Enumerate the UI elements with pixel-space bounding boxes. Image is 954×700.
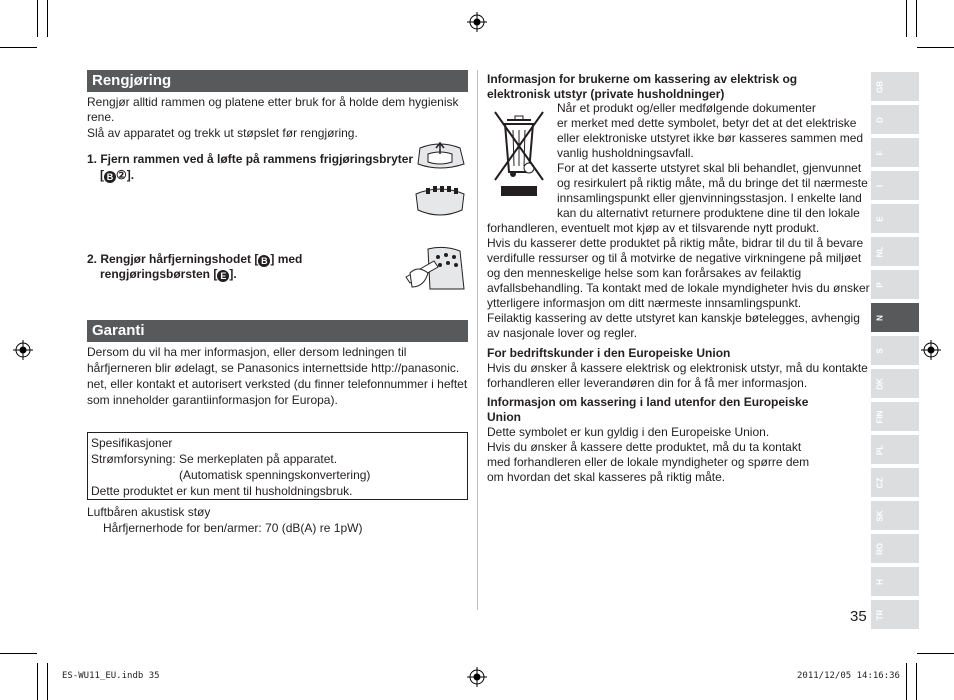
business-line: Hvis du ønsker å kassere elektrisk og elektronisk utstyr, må du kontakte — [487, 361, 868, 375]
business-title: For bedriftskunder i den Europeiske Union — [487, 346, 731, 360]
tab-e[interactable]: E — [871, 204, 919, 233]
crop-mark — [0, 653, 37, 654]
outside-eu-line: Hvis du ønsker å kassere dette produktet, må du ta kontakt — [487, 440, 802, 454]
warranty-line: Dersom du vil ha mer informasjon, eller dersom ledningen til — [87, 345, 407, 359]
crop-mark — [0, 47, 37, 48]
disposal-text-line: og den menneskelige helse som kan forårsakes av feilaktig — [487, 266, 802, 280]
disposal-text-line: ytterligere informasjon om ditt nærmeste innsamlingspunkt. — [487, 296, 802, 310]
brush-cleaning-illustration — [404, 243, 466, 293]
warranty-line: hårfjerneren blir ødelagt, se Panasonics internettside http://panasonic. — [87, 361, 460, 375]
cleaning-intro-line: Slå av apparatet og trekk ut støpslet før rengjøring. — [87, 126, 358, 140]
registration-mark-icon — [467, 12, 487, 32]
part-badge-b: B — [258, 255, 270, 267]
part-badge-b: B — [104, 171, 116, 183]
disposal-title: Informasjon for brukerne om kassering av elektrisk og — [487, 72, 798, 86]
disposal-text-line: forhandleren, eventuelt mot kjøp av et tilsvarende nytt produkt. — [487, 221, 820, 235]
crossed-bin-icon — [491, 110, 547, 200]
frame-removal-illustration — [412, 140, 468, 222]
outside-eu-line: med forhandleren eller de lokale myndigheter og spørre dem — [487, 455, 810, 469]
disposal-text-line: For at det kasserte utstyret skal bli behandlet, gjenvunnet — [557, 161, 862, 175]
disposal-text-line: innsamlingspunkt eller gjenvinningsstasjon. I enkelte land — [557, 191, 862, 205]
disposal-text-line: Feilaktig kassering av dette utstyret kan kanskje bøtelegges, avhengig — [487, 311, 860, 325]
disposal-text-line: kan du alternativt returnere produktene dine til den lokale — [557, 206, 860, 220]
power-value: Se merkeplaten på apparatet. — [179, 452, 338, 466]
tab-nl[interactable]: NL — [871, 237, 919, 266]
warranty-line: net, eller kontakt et autorisert verksted (du finner telefonnummer i heftet — [87, 377, 468, 391]
cleaning-step-1 — [87, 152, 413, 167]
cleaning-intro-line: Rengjør alltid rammen og platene etter bruk for å holde dem hygienisk — [87, 95, 459, 109]
footer-date-slug: 2011/12/05 14:16:36 — [797, 671, 900, 681]
tab-f[interactable]: F — [871, 138, 919, 167]
disposal-text-line: avfallsbehandling. Ta kontakt med de lokale myndigheter hvis du ønsker — [487, 281, 870, 295]
cleaning-step-2: 2. Rengjør hårfjerningshodet [ B ] med — [87, 252, 303, 266]
household-note: Dette produktet er kun ment til husholdningsbruk. — [91, 484, 353, 498]
noise-value: Hårfjernerhode for ben/armer: 70 (dB(A) re 1pW) — [103, 521, 363, 535]
warranty-line: som inneholder garantiinformasjon for Europa). — [87, 393, 338, 407]
tab-i[interactable]: I — [871, 171, 919, 200]
registration-mark-icon — [467, 667, 487, 687]
disposal-text-line: er merket med dette symbolet, betyr det at det elektriske — [557, 116, 857, 130]
tab-dk[interactable]: DK — [871, 369, 919, 398]
tab-p[interactable]: P — [871, 270, 919, 299]
tab-s[interactable]: S — [871, 336, 919, 365]
cleaning-intro-line: rene. — [87, 110, 115, 124]
tab-tr[interactable]: TR — [871, 600, 919, 629]
disposal-text-line: verdifulle ressurser og til å motvirke de negative virkningene på miljøet — [487, 251, 862, 265]
tab-d[interactable]: D — [871, 105, 919, 134]
crop-mark — [906, 0, 907, 37]
crop-mark — [906, 663, 907, 700]
step-1-text: 1. Fjern rammen ved å løfte på rammens frigjøringsbryter — [87, 152, 414, 166]
tab-cz[interactable]: CZ — [871, 468, 919, 497]
registration-mark-icon — [921, 340, 941, 360]
tab-gb[interactable]: GB — [871, 72, 919, 101]
power-note: (Automatisk spenningskonvertering) — [179, 468, 371, 482]
crop-mark — [37, 663, 38, 700]
power-label: Strømforsyning: — [91, 452, 176, 466]
warranty-heading: Garanti — [87, 320, 468, 342]
page-number: 35 — [850, 608, 867, 625]
registration-mark-icon — [13, 340, 33, 360]
tab-h[interactable]: H — [871, 567, 919, 596]
business-line: forhandleren eller leverandøren din for å få mer informasjon. — [487, 376, 808, 390]
footer-file-slug: ES-WU11_EU.indb 35 — [62, 671, 160, 681]
crop-mark — [47, 0, 48, 37]
outside-eu-title: Informasjon om kassering i land utenfor den Europeiske — [487, 395, 809, 409]
tab-ro[interactable]: RO — [871, 534, 919, 563]
crop-mark — [37, 0, 38, 37]
disposal-text-line: vanlig husholdningsavfall. — [557, 146, 694, 160]
crop-mark — [916, 0, 917, 37]
disposal-text-line: av nasjonale lover og regler. — [487, 326, 638, 340]
crop-mark — [917, 47, 954, 48]
column-divider — [477, 70, 478, 610]
outside-eu-line: Dette symbolet er kun gyldig i den Europeiske Union. — [487, 425, 770, 439]
outside-eu-line: om hvordan det skal kasseres på riktig måte. — [487, 470, 726, 484]
disposal-text-line: Hvis du kasserer dette produktet på riktig måte, bidrar til du til å bevare — [487, 236, 864, 250]
specs-title: Spesifikasjoner — [91, 436, 173, 450]
disposal-text-line: og resirkulert på riktig måte, må du bringe det til nærmeste — [557, 176, 868, 190]
disposal-text-line: eller elektroniske utstyret ikke bør kasseres sammen med — [557, 131, 864, 145]
tab-fin[interactable]: FIN — [871, 402, 919, 431]
noise-title: Luftbåren akustisk støy — [87, 505, 211, 519]
crop-mark — [47, 663, 48, 700]
disposal-text-line: Når et produkt og/eller medfølgende dokumenter — [557, 101, 816, 115]
disposal-title: elektronisk utstyr (private husholdninger) — [487, 87, 725, 101]
crop-mark — [916, 663, 917, 700]
cleaning-step-2-line2: rengjøringsbørsten [ E ]. — [100, 267, 237, 281]
cleaning-step-1-ref: [ B ②]. — [100, 168, 135, 182]
tab-sk[interactable]: SK — [871, 501, 919, 530]
outside-eu-title: Union — [487, 410, 521, 424]
crop-mark — [917, 653, 954, 654]
part-badge-e: E — [217, 270, 229, 282]
cleaning-heading: Rengjøring — [87, 70, 468, 92]
tab-pl[interactable]: PL — [871, 435, 919, 464]
tab-n[interactable]: N — [871, 303, 919, 332]
